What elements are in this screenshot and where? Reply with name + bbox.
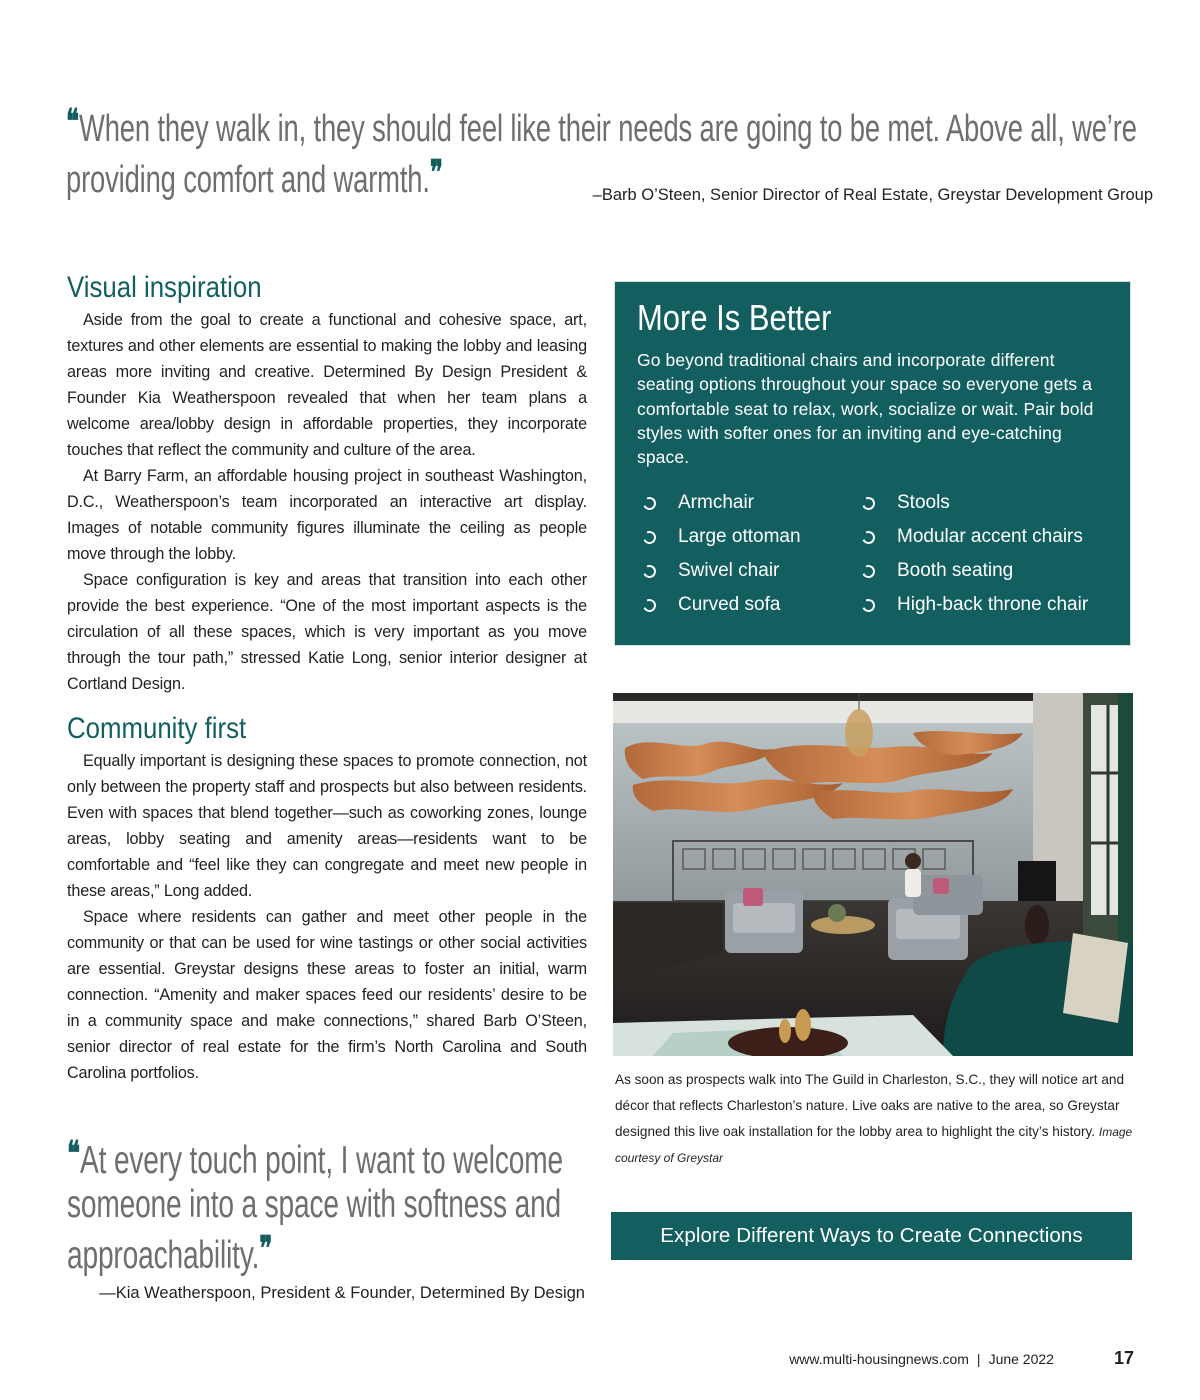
footer-separator: | <box>976 1351 981 1367</box>
top-quote-body: When they walk in, they should feel like their needs are going to be met. Above all, we’re providing comfort and warmth. <box>66 108 1137 201</box>
circle-bullet-icon <box>860 597 877 614</box>
circle-bullet-icon <box>641 597 658 614</box>
paragraph: Space configuration is key and areas that transition into each other provide the best experience. “One of the most important aspects is the circulation of all these spaces, which is very important as you move through the tour path,” stressed Katie Long, senior interior designer at Cortland Design. <box>67 571 587 693</box>
open-quote-icon: ❝ <box>66 102 80 142</box>
caption-text: As soon as prospects walk into The Guild in Charleston, S.C., they will notice art and décor that reflects Charleston’s nature. Live oaks are native to the area, so Greystar designed this live oak installation for the lobby area to highlight the city’s history. <box>615 1072 1125 1139</box>
seating-options-list <box>637 491 1108 617</box>
circle-bullet-icon <box>860 529 877 546</box>
top-quote-attribution: –Barb O’Steen, Senior Director of Real Estate, Greystar Development Group <box>592 186 1153 204</box>
list-item <box>856 525 1116 549</box>
explore-connections-button[interactable]: Explore Different Ways to Create Connections <box>611 1212 1132 1260</box>
close-quote-icon: ❞ <box>259 1229 273 1269</box>
footer-url[interactable]: www.multi-housingnews.com <box>789 1351 969 1367</box>
circle-bullet-icon <box>641 495 658 512</box>
option-label: Curved sofa <box>678 594 781 616</box>
bottom-quote-attribution: —Kia Weatherspoon, President & Founder, Determined By Design <box>99 1284 585 1302</box>
option-label: Swivel chair <box>678 560 780 582</box>
section-heading-visual-inspiration: Visual inspiration <box>67 271 262 304</box>
section-body-visual-inspiration <box>67 307 587 697</box>
section-heading-community-first: Community first <box>67 712 247 745</box>
open-quote-icon: ❝ <box>67 1134 81 1174</box>
paragraph: Equally important is designing these spaces to promote connection, not only between the property staff and prospects but also between residents. Even with spaces that blend together—such as coworking zones, lounge areas, lobby seating and amenity areas—residents want to be comfortable and “feel like they can congregate and meet new people in these areas,” Long added. <box>67 752 587 900</box>
close-quote-icon: ❞ <box>429 153 443 193</box>
bottom-quote-body: At every touch point, I want to welcome someone into a space with softness and approachability. <box>67 1139 563 1277</box>
sidebar-title: More Is Better <box>637 297 832 338</box>
list-item <box>856 491 1116 515</box>
list-item <box>637 525 856 549</box>
list-item <box>856 559 1116 583</box>
list-item <box>637 559 856 583</box>
option-label: Armchair <box>678 492 755 514</box>
page-number: 17 <box>1113 1348 1134 1368</box>
lobby-photo <box>613 693 1133 1056</box>
option-label: Large ottoman <box>678 526 801 548</box>
list-item <box>856 593 1116 617</box>
bottom-quote-text <box>67 1132 587 1278</box>
photo-caption <box>615 1067 1140 1171</box>
paragraph: At Barry Farm, an affordable housing project in southeast Washington, D.C., Weatherspoon’s team incorporated an interactive art display. Images of notable community figures illuminate the ceiling as people move through the lobby. <box>67 467 587 563</box>
circle-bullet-icon <box>860 495 877 512</box>
sidebar-description: Go beyond traditional chairs and incorporate different seating options throughout your space so everyone gets a comfortable seat to relax, work, socialize or wait. Pair bold styles with softer ones for an inviting and eye-catching space. <box>637 350 1094 468</box>
paragraph: Aside from the goal to create a functional and cohesive space, art, textures and other elements are essential to making the lobby and leasing areas more inviting and creative. Determined By Design President & Founder Kia Weatherspoon revealed that when her team plans a welcome area/lobby design in affordable properties, they incorporate touches that reflect the community and culture of the area. <box>67 311 587 459</box>
list-item <box>637 491 856 515</box>
section-body-community-first <box>67 748 587 1086</box>
option-label: Stools <box>897 492 950 514</box>
option-label: Booth seating <box>897 560 1014 582</box>
circle-bullet-icon <box>641 563 658 580</box>
photo-credit: Image courtesy of Greystar <box>615 1125 1133 1165</box>
list-item <box>637 593 856 617</box>
circle-bullet-icon <box>641 529 658 546</box>
option-label: Modular accent chairs <box>897 526 1083 548</box>
sidebar-more-is-better <box>614 281 1131 646</box>
bottom-pull-quote <box>67 1132 587 1303</box>
top-pull-quote <box>66 100 1153 204</box>
option-label: High-back throne chair <box>897 594 1089 616</box>
circle-bullet-icon <box>860 563 877 580</box>
page-footer <box>789 1348 1134 1369</box>
footer-issue: June 2022 <box>988 1351 1054 1367</box>
paragraph: Space where residents can gather and meet other people in the community or that can be used for wine tastings or other social activities are essential. Greystar designs these areas to foster an initial, warm connection. “Amenity and maker spaces feed our residents’ desire to be in a community space and make connections,” shared Barb O’Steen, senior director of real estate for the firm’s North Carolina and South Carolina portfolios. <box>67 908 587 1082</box>
